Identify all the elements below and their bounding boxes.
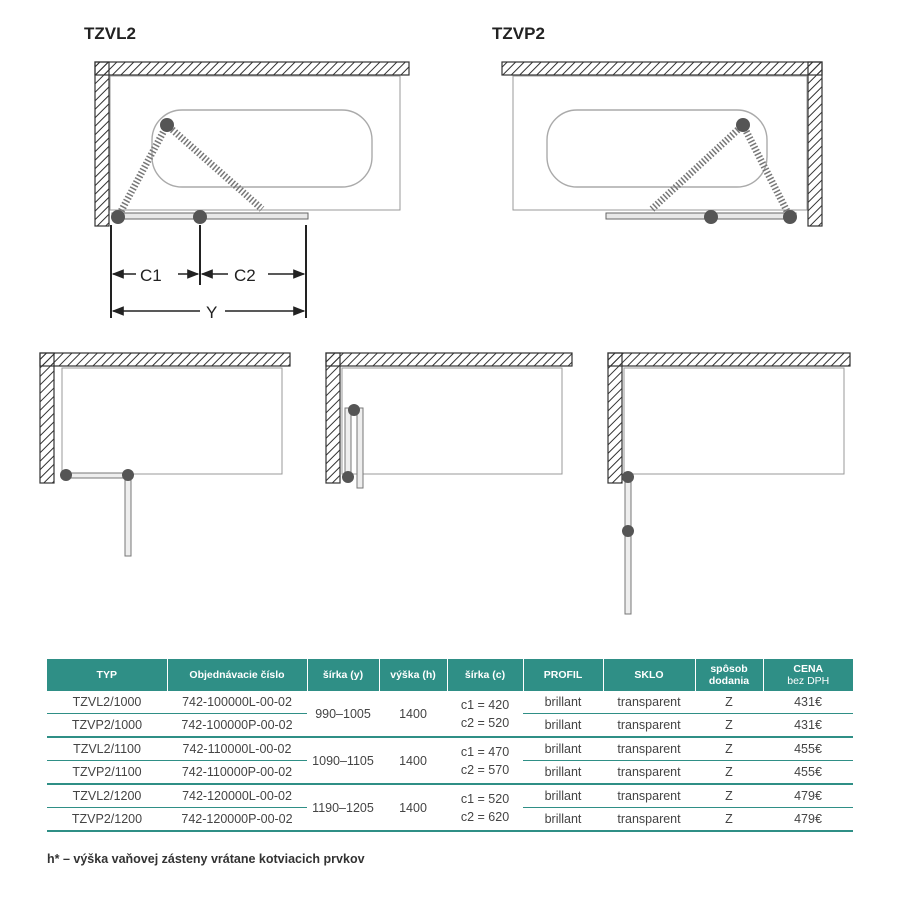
cell-sklo: transparent [603, 691, 695, 714]
panel-closed [606, 213, 796, 219]
cell-obj: 742-110000P-00-02 [167, 761, 307, 785]
cell-sirka-c [447, 691, 523, 737]
hinge-joint [622, 471, 634, 483]
cell-c1: c1 = 420 [460, 697, 510, 712]
cell-typ: TZVL2/1100 [47, 737, 167, 761]
table-row [47, 691, 853, 714]
cell-vyska: 1400 [379, 784, 447, 831]
hinge-joint [704, 210, 718, 224]
col-sposob-line1: spôsob [710, 663, 748, 675]
panel-closed [112, 213, 308, 219]
cell-sklo: transparent [603, 761, 695, 785]
wall-side [608, 353, 622, 483]
cell-profil: brillant [523, 737, 603, 761]
table-header-row [47, 659, 853, 691]
cell-typ: TZVL2/1000 [47, 691, 167, 714]
cell-obj: 742-100000L-00-02 [167, 691, 307, 714]
tzvp2-title: TZVP2 [492, 24, 545, 43]
cell-profil: brillant [523, 784, 603, 808]
cell-cena: 455€ [763, 761, 853, 785]
cell-sirka-y: 990–1005 [307, 691, 379, 737]
table-row [47, 737, 853, 761]
hinge-joint [60, 469, 72, 481]
cell-sklo: transparent [603, 737, 695, 761]
col-sklo: SKLO [603, 659, 695, 691]
col-cena-line1: CENA [793, 663, 824, 675]
tzvl2-plan [95, 62, 409, 322]
wall-side [326, 353, 340, 483]
cell-cena: 431€ [763, 714, 853, 738]
col-vyska: výška (h) [379, 659, 447, 691]
panel-fixed [64, 473, 130, 478]
col-profil: PROFIL [523, 659, 603, 691]
tub-outline [342, 368, 562, 474]
cell-typ: TZVP2/1100 [47, 761, 167, 785]
hinge-joint [348, 404, 360, 416]
cell-profil: brillant [523, 714, 603, 738]
col-typ: TYP [47, 659, 167, 691]
cell-cena: 455€ [763, 737, 853, 761]
cell-sirka-y: 1090–1105 [307, 737, 379, 784]
tub-basin [547, 110, 767, 187]
wall-side [40, 353, 54, 483]
panel-folded-1 [118, 125, 167, 217]
plan-open-inline [608, 353, 850, 614]
dim-c1-label: C1 [140, 266, 162, 285]
cell-sposob: Z [695, 761, 763, 785]
wall-top [502, 62, 822, 75]
tub-outline [62, 368, 282, 474]
cell-c2: c2 = 620 [460, 809, 510, 824]
panel-folded [357, 408, 363, 488]
cell-sirka-c [447, 784, 523, 831]
wall-top [608, 353, 850, 366]
tzvp2-plan [502, 62, 822, 226]
dim-y-label: Y [206, 303, 218, 322]
cell-cena: 479€ [763, 808, 853, 832]
footnote: h* – výška vaňovej zásteny vrátane kotviacich prvkov [47, 852, 365, 866]
cell-c2: c2 = 570 [460, 762, 510, 777]
panel-swing [125, 476, 131, 556]
cell-obj: 742-120000P-00-02 [167, 808, 307, 832]
col-cena [763, 659, 853, 691]
hinge-joint [193, 210, 207, 224]
col-sposob-line2: dodania [708, 675, 750, 687]
cell-c1: c1 = 470 [460, 744, 510, 759]
cell-vyska: 1400 [379, 737, 447, 784]
hinge-joint [160, 118, 174, 132]
cell-sklo: transparent [603, 808, 695, 832]
cell-profil: brillant [523, 808, 603, 832]
cell-typ: TZVL2/1200 [47, 784, 167, 808]
cell-profil: brillant [523, 761, 603, 785]
dim-c2-label: C2 [234, 266, 256, 285]
hinge-joint [736, 118, 750, 132]
tub-outline [513, 76, 807, 210]
hinge-joint [111, 210, 125, 224]
cell-cena: 479€ [763, 784, 853, 808]
col-cena-line2: bez DPH [787, 675, 830, 687]
col-sirka-c: šírka (c) [447, 659, 523, 691]
cell-sposob: Z [695, 691, 763, 714]
cell-obj: 742-110000L-00-02 [167, 737, 307, 761]
wall-top [40, 353, 290, 366]
cell-sposob: Z [695, 808, 763, 832]
col-sirka-y: šírka (y) [307, 659, 379, 691]
hinge-joint [783, 210, 797, 224]
panel-inline [625, 476, 631, 614]
tub-outline [110, 76, 400, 210]
col-sposob [695, 659, 763, 691]
table-row [47, 784, 853, 808]
wall-side [808, 62, 822, 226]
cell-typ: TZVP2/1000 [47, 714, 167, 738]
panel-folded-2 [652, 125, 743, 209]
cell-cena: 431€ [763, 691, 853, 714]
cell-sklo: transparent [603, 714, 695, 738]
hinge-joint [342, 471, 354, 483]
cell-obj: 742-100000P-00-02 [167, 714, 307, 738]
cell-sposob: Z [695, 784, 763, 808]
panel-folded-2 [167, 125, 262, 209]
cell-sirka-y: 1190–1205 [307, 784, 379, 831]
col-obj: Objednávacie číslo [167, 659, 307, 691]
plan-folded-wall [326, 353, 572, 488]
cell-sirka-c [447, 737, 523, 784]
wall-top [95, 62, 409, 75]
hinge-joint [622, 525, 634, 537]
cell-sposob: Z [695, 714, 763, 738]
hinge-joint [122, 469, 134, 481]
wall-top [326, 353, 572, 366]
cell-c1: c1 = 520 [460, 791, 510, 806]
cell-sklo: transparent [603, 784, 695, 808]
tzvl2-title: TZVL2 [84, 24, 136, 43]
panel-folded [345, 408, 351, 478]
tub-outline [624, 368, 844, 474]
cell-vyska: 1400 [379, 691, 447, 737]
cell-typ: TZVP2/1200 [47, 808, 167, 832]
tub-basin [152, 110, 372, 187]
spec-table [47, 659, 853, 832]
plan-open-perpendicular [40, 353, 290, 556]
cell-sposob: Z [695, 737, 763, 761]
wall-side [95, 62, 109, 226]
cell-obj: 742-120000L-00-02 [167, 784, 307, 808]
cell-c2: c2 = 520 [460, 715, 510, 730]
cell-profil: brillant [523, 691, 603, 714]
